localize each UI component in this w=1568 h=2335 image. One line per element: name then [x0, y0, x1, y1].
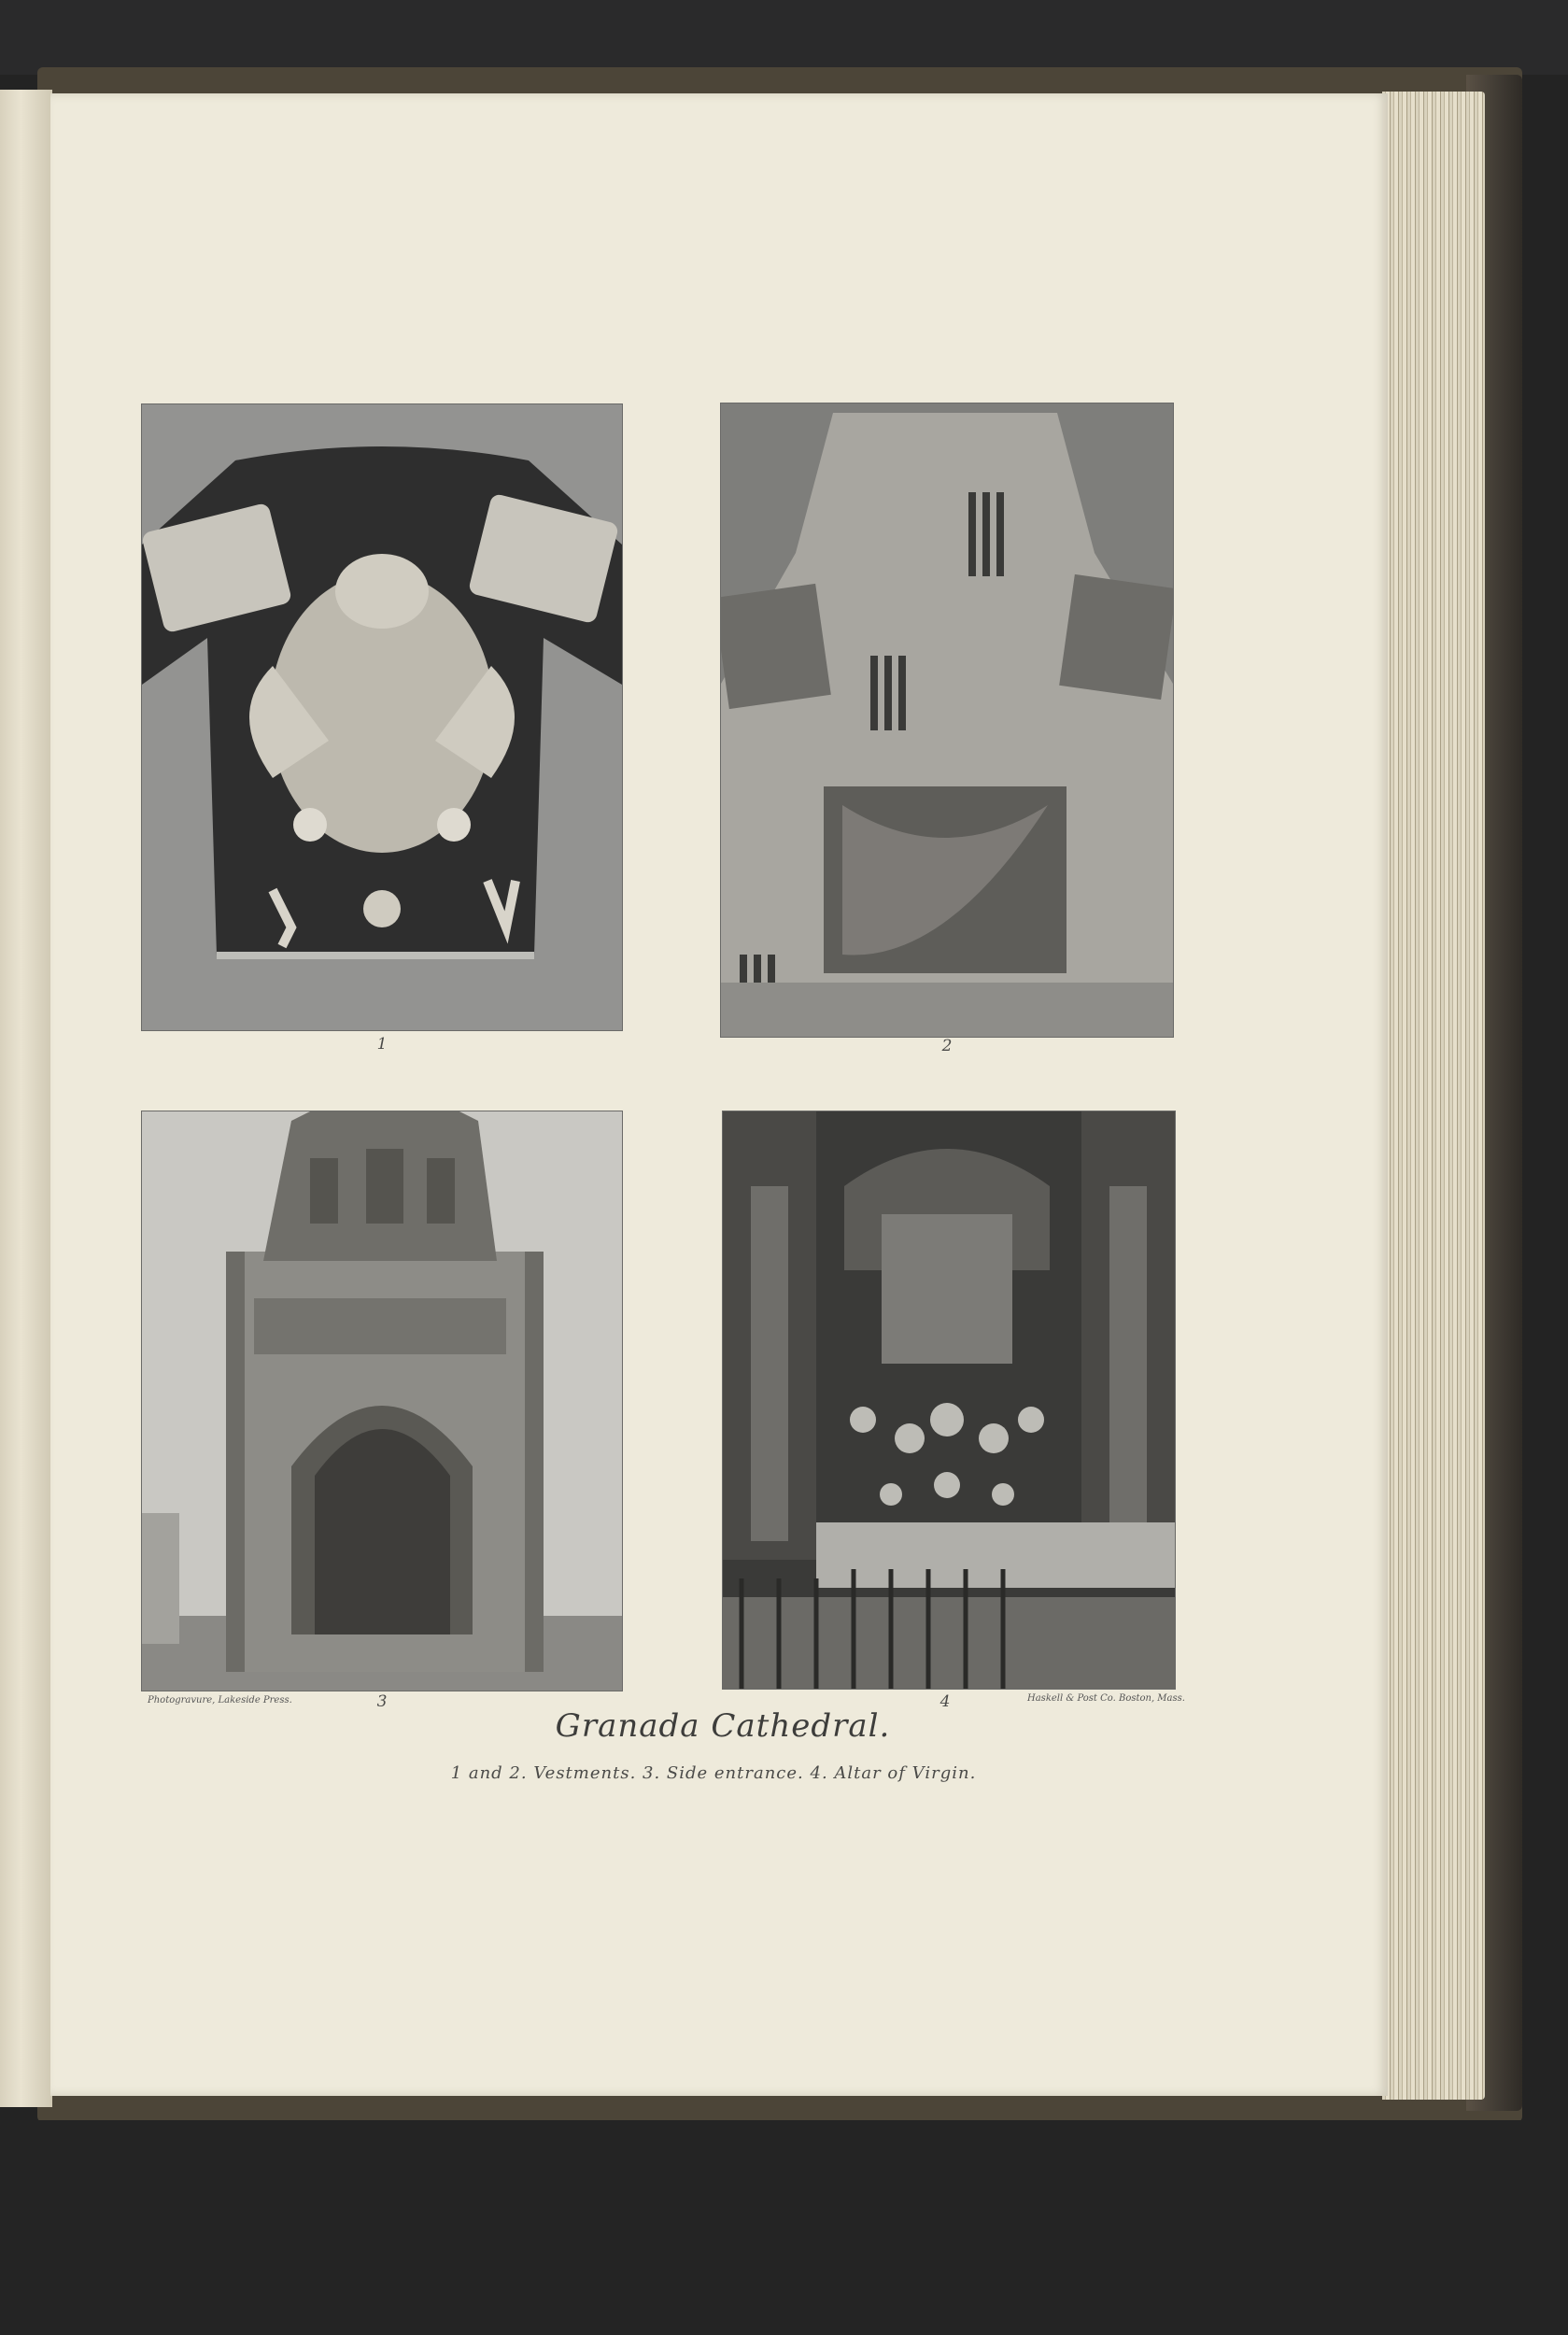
book-page [50, 93, 1388, 2096]
vestment-1-image [142, 404, 622, 1030]
plate-side-entrance [142, 1111, 622, 1691]
side-entrance-image [142, 1111, 622, 1691]
plate-number-1: 1 [376, 1035, 388, 1054]
caption-subtitle: 1 and 2. Vestments. 3. Side entrance. 4. Altar of Virgin. [450, 1763, 977, 1783]
altar-of-virgin-image [723, 1111, 1175, 1689]
credit-photogravure: Photogravure, Lakeside Press. [148, 1695, 292, 1705]
vestment-2-image [721, 403, 1173, 1037]
scan-background-top [0, 0, 1568, 75]
plate-altar-of-virgin [723, 1111, 1175, 1689]
plate-number-3: 3 [376, 1692, 388, 1711]
scan-background-bottom [0, 2120, 1568, 2335]
caption-title: Granada Cathedral. [555, 1707, 891, 1745]
plate-number-2: 2 [941, 1037, 953, 1055]
left-page-edge [0, 90, 52, 2107]
plate-vestment-1 [142, 404, 622, 1030]
page-stack-edge [1382, 92, 1485, 2100]
plate-vestment-2 [721, 403, 1173, 1037]
plate-number-4: 4 [939, 1692, 951, 1711]
credit-haskell-post: Haskell & Post Co. Boston, Mass. [1027, 1693, 1185, 1704]
